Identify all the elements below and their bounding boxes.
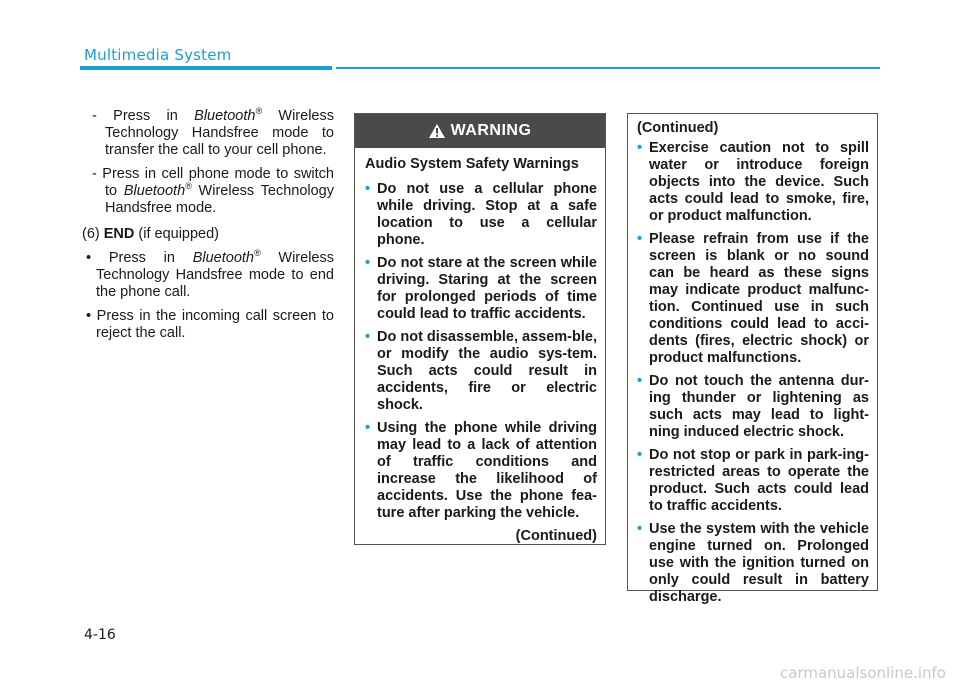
switch-item-brand: Bluetooth [123,183,186,199]
registered-mark: ® [254,248,261,259]
continued-item: • Do not touch the antenna dur-ing thunder or lightening as such acts may lead to light-ning induced electric shock. [637,373,869,441]
warning-continued: (Continued) [515,528,597,544]
continued-list [637,140,869,606]
end-call-suffix: Wireless Technology Handsfree mode to end the phone call. [96,250,334,300]
end-call-brand: Bluetooth [192,250,254,266]
section-title: Multimedia System [84,46,232,64]
switch-item-prefix: - Press in cell phone mode to switch to [92,166,334,199]
end-call-prefix: • Press in [86,250,193,266]
transfer-item-prefix: - Press in [92,108,195,124]
switch-item-suffix: Wireless Technology Handsfree mode. [105,183,334,216]
header-rule-thick [80,66,332,70]
continued-item: • Please refrain from use if the screen is blank or no sound can be heard as these signs may indicate product malfunc-tion. Continued use in such conditions could lead to acci-dents (fires, electric shock) or product malfunctions. [637,231,869,367]
warning-item: • Do not use a cellular phone while driving. Stop at a safe location to use a cellular phone. [365,181,597,249]
transfer-item-brand: Bluetooth [194,108,256,124]
continued-item: • Do not stop or park in park-ing-restricted areas to operate the product. Such acts could lead to traffic accidents. [637,447,869,515]
warning-item: • Do not stare at the screen while driving. Staring at the screen for prolonged periods of time could lead to traffic accidents. [365,255,597,323]
end-call-item [82,250,334,301]
warning-list [365,181,597,522]
warning-item: • Using the phone while driving may lead to a lack of attention of traffic conditions and increase the likelihood of accidents. Use the phone fea-ture after parking the vehicle. [365,420,597,522]
continued-title: (Continued) [637,120,719,136]
warning-header-label: WARNING [450,122,532,139]
registered-mark: ® [185,181,192,192]
warning-box [354,113,606,545]
continued-box [627,113,878,605]
warning-item: • Do not disassemble, assem-ble, or modify the audio sys-tem. Such acts could result in accidents, fire or electric shock. [365,329,597,414]
registered-mark: ® [255,106,263,117]
section6-note: (if equipped) [134,226,220,242]
reject-call-item: • Press in the incoming call screen to reject the call. [86,308,334,341]
continued-item: • Exercise caution not to spill water or introduce foreign objects into the device. Such acts could lead to smoke, fire, or product malfunction. [637,140,869,225]
section6-label: END [103,226,135,242]
section6-heading [82,226,334,243]
warning-header [355,114,605,148]
transfer-item-suffix: Wireless Technology Handsfree mode to transfer the call to your cell phone. [105,108,334,158]
warning-title: Audio System Safety Warnings [365,156,579,172]
section6-number: (6) [82,226,104,242]
switch-item [82,166,334,217]
warning-body [355,148,605,545]
continued-item: • Use the system with the vehicle engine turned on. Prolonged use with the ignition turned on only could result in battery discharge. [637,521,869,606]
transfer-item [82,108,334,159]
page-number: 4-16 [84,627,116,643]
left-column [82,108,334,349]
header-rule-thin [336,67,880,69]
warning-triangle-icon [429,124,445,138]
watermark: carmanualsonline.info [780,664,946,682]
